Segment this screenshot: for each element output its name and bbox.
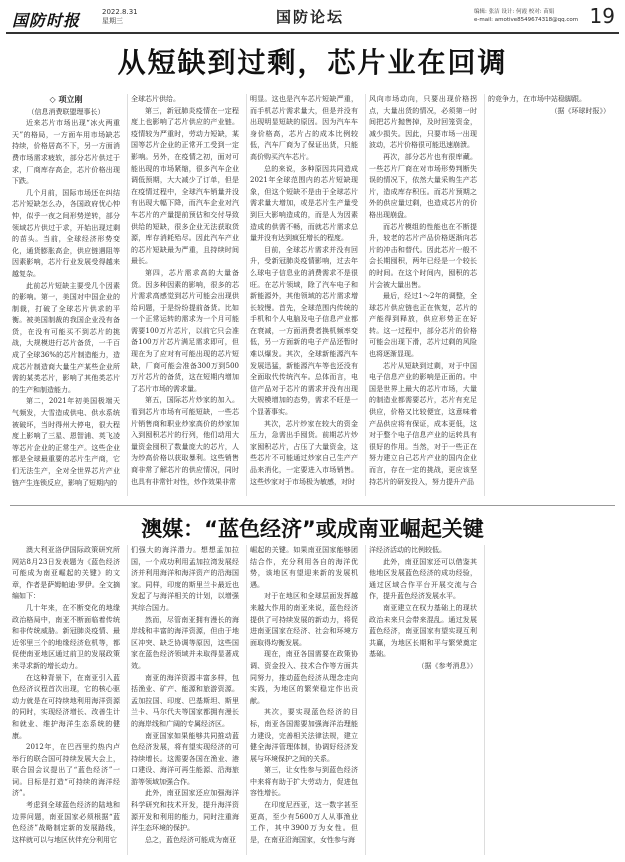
editors-line: 编辑: 张洁 设计: 何霞 校对: 苗娟 (474, 9, 555, 15)
paragraph: 在印度尼西亚，这一数字甚至更高，至少有5600万人从事渔业工作，其中3900万为女性。但是，在南亚沿海国家，女性参与海 (250, 801, 358, 844)
column-rule (246, 94, 247, 496)
column-rule (484, 545, 485, 855)
author-note: （信息消费联盟理事长） (27, 107, 105, 116)
paragraph: 2012年，在巴西里约热内卢举行的联合国可持续发展大会上，联合国会议提出了“蓝色经济”一词。目标是打造“可持续的海洋经济”。 (12, 743, 120, 798)
issue-date: 2022.8.31 (102, 8, 138, 16)
paragraph: 而芯片模组的性能也在不断提升，较老的芯片产品价格逐渐向芯片的冲击和替代。因此芯片一般不会长期囤积，两年已经是一个较长的时间。在这个时间内，囤积的芯片会被大量出售。 (369, 222, 477, 289)
paragraph: 总的来说，多种原因共同造成2021年全球范围内的芯片短缺现象，但这个短缺不是由于全球芯片需求量大增加，或是芯片生产量受到巨大影响造成的，而是人为因素造成的供需不畅，而就芯片需求总量并没有达到疯狂增长的程度。 (250, 164, 358, 243)
paragraph: 在这种背景下，在南亚引入蓝色经济议程首次出现，它的核心驱动力就是在可持续地利用海洋资源的同时，实现经济增长、改善生计和就业、维护海洋生态系统的健康。 (12, 673, 120, 740)
page-header (6, 4, 619, 34)
paragraph: 第五，国际芯片炒家的加入。看到芯片市场有可能短缺，一些芯片销售商和职业炒家高价的炒家加入到囤积芯片的行列，他们动用大量资金囤积了数量庞大的芯片，人为炒高价格以获取暴利。这些销售商非常了解芯片的供应情况，同时也具有非常针对性，炒作效果非常 (131, 396, 239, 486)
paragraph: 其次，芯片炒家在较大的资金压力，急需出手囤货。前期芯片炒家囤积芯片，占压了大量资金，这些芯片不可能通过炒家自己生产产品来消化，一定要进入市场销售。这些炒家对于市场极为敏感，对时 (250, 419, 358, 486)
paragraph: 的竞争力，在市场中站稳脚跟。 (488, 95, 586, 103)
article2-column-3 (250, 545, 358, 855)
paragraph: 风向市场动向，只要出现价格拐点，大量出货的情况，必须第一时间把芯片抛售掉，及时回笼资金，减少损失。因此，只要市场一出现波动，芯片价格很可能迅速崩溃。 (369, 95, 477, 150)
paragraph: 然而，尽管南亚拥有漫长的海岸线和丰富的海洋资源，但由于地区冲突、缺乏协调等原因，这些国家在蓝色经济领域并未取得显著成效。 (131, 615, 239, 670)
article1-column-1 (12, 94, 120, 496)
editor-credits (474, 8, 578, 24)
column-rule (484, 94, 485, 496)
paragraph: 几个月前，国际市场还在纠结芯片短缺怎么办，各国政府忧心忡忡，似乎一夜之间形势逆转，部分领域芯片供过于求，开始出现过剩的苗头。当前，全球经济形势变化，通货膨胀高企，供应链遇阻等因素影响，芯片行业发展受得越来越复杂。 (12, 188, 120, 278)
paragraph: 再次，部分芯片也有很库藏。一些芯片厂商在对市场形势判断失误的情况下，依然大量采购生产芯片，造成库存积压。而芯片预期之外的供应量过剩，也造成芯片的价格出现崩盘。 (369, 152, 477, 219)
paragraph: 目前，全球芯片需求并没有回升，受新冠肺炎疫情影响，过去年么球电子信息业的消费需求不是很旺。在芯片领域，除了汽车电子和新能源外，其他领域的芯片需求增长较慢。首先，全球范围内传统的手机和个人电脑及电子信息产业都在衰减，一方面消费者换机频率变低，另一方面新的电子产品还暂时难以爆发。其次，全球新能源汽车发展迅猛，新能源汽车等也还没有全面取代传统汽车。总体而言，电信产品对于芯片的需求并没有出现大规模增加的态势，需求不旺是一个显著事实。 (250, 245, 358, 417)
paragraph: 全球芯片供给。 (131, 95, 180, 103)
paragraph: 第三，新冠肺炎疫情在一定程度上也影响了芯片供应的产业链。疫情较为严重时，劳动力短缺，某国等芯片企业的正常开工受到一定影响。另外，在疫情之初，面对可能出现的市场紧缩，很多汽车企业调低预期，大大减少了订单，但是在疫情过程中，全球汽车销量并没有出现大幅下降，而汽车企业对汽车芯片的产量提前预估和交付导致供给的短缺，很多企业无法获取货源，库存消耗殆尽。因此汽车产业的芯片短缺最为严重，且持续时间最长。 (131, 106, 239, 266)
paragraph: 其次，要实现蓝色经济的目标，南亚各国需要加强海洋治理能力建设，完善相关法律法规，建立健全海洋管理体制，协调好经济发展与环境保护之间的关系。 (250, 708, 358, 763)
paragraph: 最后，经过1～2年的调整，全球芯片供应链也正在恢复，芯片的产能得到释放，供应形势正在好转。这一过程中，部分芯片的价格可能会出现下滑，芯片过剩的风险也将逐渐显现。 (369, 292, 477, 359)
paragraph: 第三，让女性参与到蓝色经济中来将有助于扩大劳动力，促进包容性增长。 (250, 766, 358, 798)
article2-column-4 (369, 545, 477, 855)
paragraph: 考虑到全球蓝色经济的陆地和边界问题，南亚国家必须根据“蓝色经济”战略制定新的发展路线，这样就可以与地区伙伴充分利用它 (12, 801, 120, 844)
paragraph: 对于在地区和全球层面发挥越来越大作用的南亚来说，蓝色经济提供了可持续发展的新动力，将促进南亚国家在经济、社会和环境方面取得均衡发展。 (250, 592, 358, 647)
paragraph: 们强大的海洋潜力。想想孟加拉国，一个成功利用孟加拉湾发展经济并利用海洋和海洋资产的沿海国家。同样，印度的斯里兰卡最近也发起了与海洋相关的计划，以增强其综合国力。 (131, 546, 239, 612)
author-byline (12, 94, 120, 118)
paragraph: 此外，南亚国家还可以借鉴其他地区发展蓝色经济的成功经验，通过区域合作平台开展交流与合作，提升蓝色经济发展水平。 (369, 557, 477, 601)
article1-column-2 (131, 94, 239, 496)
issue-meta (102, 8, 138, 26)
paragraph: 明显。这也是汽车芯片短缺严重，而手机芯片需求量大，但是并没有出现明显短缺的原因。因为汽车车身价格高，芯片占的成本比例较低，汽车厂商为了保证出货，只能高价购买汽车芯片。 (250, 95, 358, 161)
article2-title: 澳媒：“蓝色经济”或成南亚崛起关键 (141, 517, 484, 541)
column-rule (127, 94, 128, 496)
source-credit: （据《环球时报》） (550, 106, 610, 115)
paragraph: 崛起的关键。如果南亚国家能够团结合作，充分利用各自的海洋优势，该地区有望迎来新的发展机遇。 (250, 546, 358, 589)
column-rule (127, 545, 128, 855)
column-rule (365, 94, 366, 496)
article2-column-5 (488, 545, 610, 855)
paragraph: 南亚的海洋资源丰富多样，包括渔业、矿产、能源和旅游资源。孟加拉国、印度、巴基斯坦、斯里兰卡、马尔代夫等国家都拥有漫长的海岸线和广阔的专属经济区。 (131, 673, 239, 728)
article1-column-3 (250, 94, 358, 496)
newspaper-logo: 国防时报 (12, 11, 81, 30)
author-name: ◇ 项立刚 (49, 95, 83, 104)
paragraph: 芯片从短缺到过剩，对于中国电子信息产业的影响是正面的。中国是世界上最大的芯片市场，大量的制造业都需要芯片，芯片有充足供应，价格又比较便宜，这意味着产品供应将有保证，成本更低，这对于整个电子信息产业的运转具有很好的作用。当然，对于一些正在努力建立自己芯片产业的国内企业而言，存在一定的挑战，更应该坚持芯片的研发投入，努力提升产品 (369, 361, 477, 486)
paragraph: 澳大利亚洛伊国际政策研究所网站8月23日发表题为《蓝色经济可能成为南亚崛起的关键》的文章，作者是萨姆帕迪·罗伊。全文摘编如下： (12, 546, 120, 601)
paragraph: 近来芯片市场出现“冰火两重天”的格局，一方面车用市场缺芯持续，价格居高不下，另一方面消费市场需求疲软，部分芯片供过于求，厂商库存高企，芯片价格出现下跌。 (12, 119, 120, 186)
article1-column-4 (369, 94, 477, 496)
paragraph: 第四，芯片需求高的大量备货。因多种因素的影响，很多的芯片需求高感觉到芯片可能会出现供给问题，于是纷纷提前备货。比如一个正常运转的需求为一个月可能需要100万片芯片，以前它只会准备100万片芯片满足需求即可，但现在为了应对有可能出现的芯片短缺，厂商可能会准备300万到500万片芯片的备货，这在短期内增加了芯片市场的需求量。 (131, 268, 239, 393)
paragraph: 现在，南亚各国需要在政策协调、资金投入、技术合作等方面共同努力，推动蓝色经济从理念走向实践，为地区的繁荣稳定作出贡献。 (250, 650, 358, 705)
source-credit: （据《参考消息》） (417, 661, 477, 670)
paragraph: 几十年来，在不断变化的地缘政治格局中，南亚不断面临着传统和非传统威胁。新冠肺炎疫情、最近邻里三个的地缘经济危机等，都促使南亚地区通过前卫的发展政策来寻求新的增长动力。 (12, 603, 120, 670)
column-rule (246, 545, 247, 855)
page-number: 19 (589, 4, 615, 28)
paragraph: 第二，2021年初美国极端天气频发，大雪造成供电、供水系统被破坏，当时得州大停电，很大程度上影响了三星、恩智浦、英飞凌等芯片企业的正常生产。这些企业都是全球最重要的芯片生产商，它们无法生产，全对全世界芯片产业链产生连锁反应，影响了短期内的 (12, 397, 120, 487)
paragraph: 总之，蓝色经济可能成为南亚 (145, 835, 236, 844)
paragraph: 此外，南亚国家还应加强海洋科学研究和技术开发，提升海洋资源开发和利用的能力，同时注重海洋生态环境的保护。 (131, 789, 239, 833)
article1-title: 从短缺到过剩，芯片业在回调 (117, 46, 508, 79)
email-line: e-mail: amotive8549674318@qq.com (474, 17, 579, 23)
section-name: 国防论坛 (276, 8, 345, 26)
article2-column-1 (12, 545, 120, 855)
article1-column-5 (488, 94, 610, 496)
article-divider (10, 505, 615, 506)
paragraph: 南亚建立在权力基础上的现状政治未来只会带来混乱。通过发展蓝色经济，南亚国家有望实现互利共赢，为地区长期和平与繁荣奠定基础。 (369, 603, 477, 659)
article2-column-2 (131, 545, 239, 855)
issue-weekday: 星期三 (102, 17, 123, 25)
paragraph: 此前芯片短缺主要受几个因素的影响。第一，美国对中国企业的制裁，打破了全球芯片供求的平衡。被美国制裁的我国企业没有备货，在没有可能买不到芯片的挑战，大规模进行芯片备货，一千百成了全球36%的芯片制造能力，造成芯片制造商大量生产某些企业所需的某类芯片，影响了其他类芯片的生产和制造能力。 (12, 281, 120, 394)
paragraph: 南亚国家如果能够共同推动蓝色经济发展，将有望实现经济的可持续增长。这需要各国在渔业、港口建设、海洋可再生能源、沿海旅游等领域加强合作。 (131, 731, 239, 786)
paragraph: 洋经济活动的比例较低。 (369, 546, 446, 554)
column-rule (365, 545, 366, 855)
